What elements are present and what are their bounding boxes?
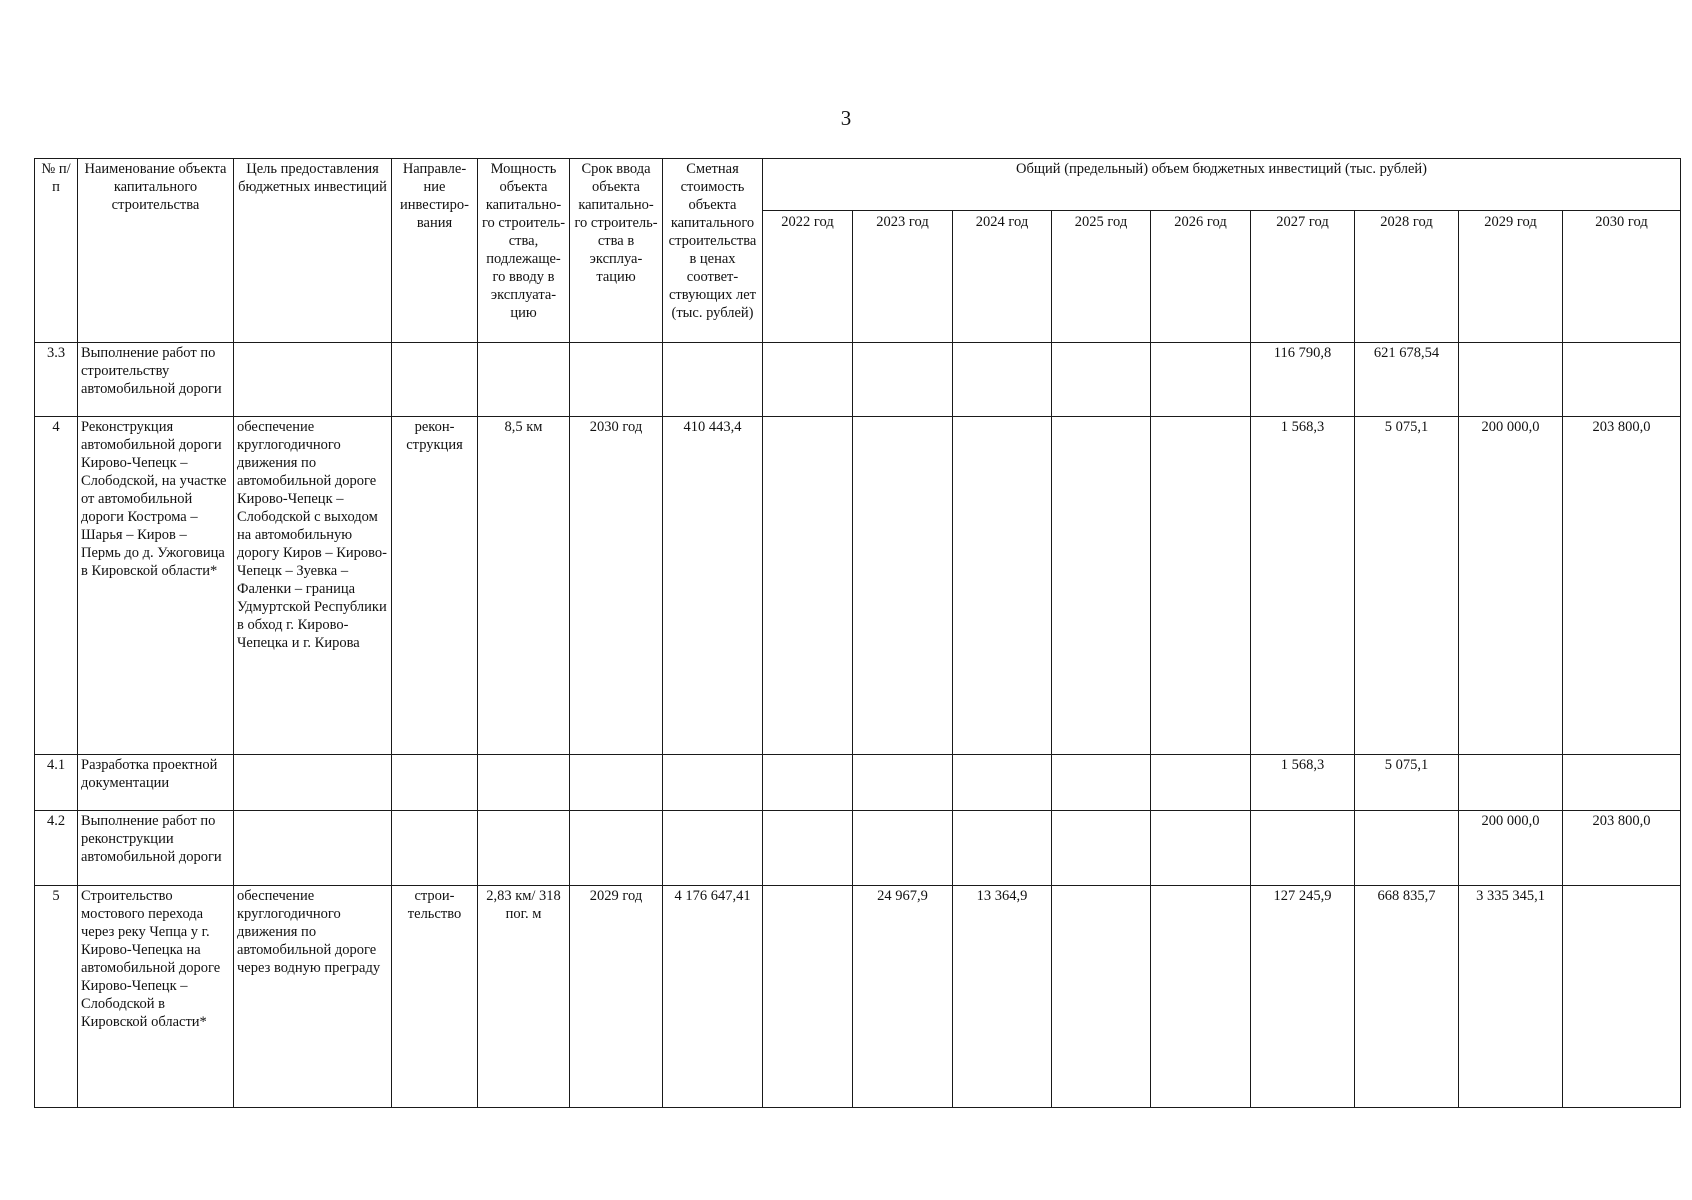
cell-year-value: 5 075,1 [1355, 755, 1459, 811]
cell-object-name: Выполнение работ по строительству автомобильной дороги [78, 343, 234, 417]
cell-year-value: 203 800,0 [1563, 417, 1681, 755]
header-year: 2028 год [1355, 211, 1459, 343]
cell-num: 4 [35, 417, 78, 755]
table-row [35, 811, 1681, 886]
cell-year-value [1151, 886, 1251, 1108]
table-row [35, 755, 1681, 811]
cell-year-value [1563, 886, 1681, 1108]
cell-object-name: Выполнение работ по реконструкции автомобильной дороги [78, 811, 234, 886]
cell-year-value: 24 967,9 [853, 886, 953, 1108]
cell-year-value [1563, 755, 1681, 811]
cell-year-value: 668 835,7 [1355, 886, 1459, 1108]
cell-year-value [763, 417, 853, 755]
cell-goal [234, 811, 392, 886]
table-row [35, 417, 1681, 755]
cell-year-value [763, 811, 853, 886]
header-capacity: Мощность объекта капитально-го строитель-ства, подлежаще-го вводу в эксплуата-цию [478, 159, 570, 343]
cell-year-value [1563, 343, 1681, 417]
cell-year-value [853, 755, 953, 811]
table-row [35, 343, 1681, 417]
header-year: 2029 год [1459, 211, 1563, 343]
cell-year-value [853, 811, 953, 886]
cell-year-value [763, 343, 853, 417]
cell-year-value [1151, 343, 1251, 417]
cell-object-name: Реконструкция автомобильной дороги Кирово-Чепецк – Слободской, на участке от автомобильной дороги Кострома – Шарья – Киров – Пермь до д. Ужоговица в Кировской области* [78, 417, 234, 755]
cell-year-value: 116 790,8 [1251, 343, 1355, 417]
cell-direction: рекон-струкция [392, 417, 478, 755]
cell-year-value: 3 335 345,1 [1459, 886, 1563, 1108]
header-year: 2024 год [953, 211, 1052, 343]
cell-year-value [953, 417, 1052, 755]
cell-year-value [763, 886, 853, 1108]
cell-term [570, 811, 663, 886]
cell-year-value [1459, 755, 1563, 811]
header-cost: Сметная стоимость объекта капитального строительства в ценах соответ-ствующих лет (тыс. рублей) [663, 159, 763, 343]
cell-object-name: Разработка проектной документации [78, 755, 234, 811]
cell-num: 4.2 [35, 811, 78, 886]
cell-year-value: 203 800,0 [1563, 811, 1681, 886]
cell-year-value [853, 343, 953, 417]
cell-capacity: 2,83 км/ 318 пог. м [478, 886, 570, 1108]
cell-cost [663, 755, 763, 811]
header-goal: Цель предоставления бюджетных инвестиций [234, 159, 392, 343]
cell-year-value [1151, 417, 1251, 755]
header-year: 2022 год [763, 211, 853, 343]
cell-year-value [1052, 343, 1151, 417]
cell-year-value [1151, 755, 1251, 811]
budget-investment-table [34, 158, 1681, 1108]
cell-year-value: 621 678,54 [1355, 343, 1459, 417]
header-term: Срок ввода объекта капитально-го строитель-ства в эксплуа-тацию [570, 159, 663, 343]
header-year: 2025 год [1052, 211, 1151, 343]
page-number: 3 [840, 106, 852, 130]
header-year: 2030 год [1563, 211, 1681, 343]
cell-num: 4.1 [35, 755, 78, 811]
cell-year-value [763, 755, 853, 811]
cell-goal [234, 343, 392, 417]
header-year: 2027 год [1251, 211, 1355, 343]
table-row [35, 886, 1681, 1108]
cell-year-value [1052, 755, 1151, 811]
cell-direction [392, 343, 478, 417]
cell-year-value [1355, 811, 1459, 886]
cell-year-value [953, 343, 1052, 417]
cell-num: 5 [35, 886, 78, 1108]
cell-goal: обеспечение круглогодичного движения по автомобильной дороге через водную преграду [234, 886, 392, 1108]
cell-term: 2029 год [570, 886, 663, 1108]
cell-year-value: 5 075,1 [1355, 417, 1459, 755]
cell-capacity: 8,5 км [478, 417, 570, 755]
cell-year-value [953, 811, 1052, 886]
cell-direction: строи-тельство [392, 886, 478, 1108]
cell-year-value [1151, 811, 1251, 886]
cell-year-value [1459, 343, 1563, 417]
cell-capacity [478, 811, 570, 886]
cell-cost [663, 811, 763, 886]
header-year: 2023 год [853, 211, 953, 343]
cell-direction [392, 811, 478, 886]
cell-cost [663, 343, 763, 417]
header-budget-group: Общий (предельный) объем бюджетных инвестиций (тыс. рублей) [763, 159, 1681, 211]
cell-year-value [1052, 417, 1151, 755]
header-num: № п/п [35, 159, 78, 343]
cell-term [570, 343, 663, 417]
cell-year-value: 13 364,9 [953, 886, 1052, 1108]
cell-cost: 4 176 647,41 [663, 886, 763, 1108]
cell-year-value: 1 568,3 [1251, 755, 1355, 811]
header-object-name: Наименование объекта капитального строительства [78, 159, 234, 343]
cell-num: 3.3 [35, 343, 78, 417]
cell-year-value [1052, 886, 1151, 1108]
header-direction: Направле-ние инвестиро-вания [392, 159, 478, 343]
cell-goal: обеспечение круглогодичного движения по автомобильной дороге Кирово-Чепецк – Слободской с выходом на автомобильную дорогу Киров – Кирово-Чепецк – Зуевка – Фаленки – граница Удмуртской Республики в обход г. Кирово-Чепецка и г. Кирова [234, 417, 392, 755]
cell-year-value: 200 000,0 [1459, 417, 1563, 755]
cell-year-value: 200 000,0 [1459, 811, 1563, 886]
cell-year-value [853, 417, 953, 755]
header-year: 2026 год [1151, 211, 1251, 343]
cell-year-value: 1 568,3 [1251, 417, 1355, 755]
cell-term [570, 755, 663, 811]
cell-cost: 410 443,4 [663, 417, 763, 755]
cell-year-value: 127 245,9 [1251, 886, 1355, 1108]
cell-direction [392, 755, 478, 811]
cell-object-name: Строительство мостового перехода через реку Чепца у г. Кирово-Чепецка на автомобильной дороге Кирово-Чепецк – Слободской в Кировской области* [78, 886, 234, 1108]
cell-capacity [478, 755, 570, 811]
cell-goal [234, 755, 392, 811]
cell-year-value [1251, 811, 1355, 886]
cell-term: 2030 год [570, 417, 663, 755]
cell-year-value [953, 755, 1052, 811]
cell-year-value [1052, 811, 1151, 886]
cell-capacity [478, 343, 570, 417]
